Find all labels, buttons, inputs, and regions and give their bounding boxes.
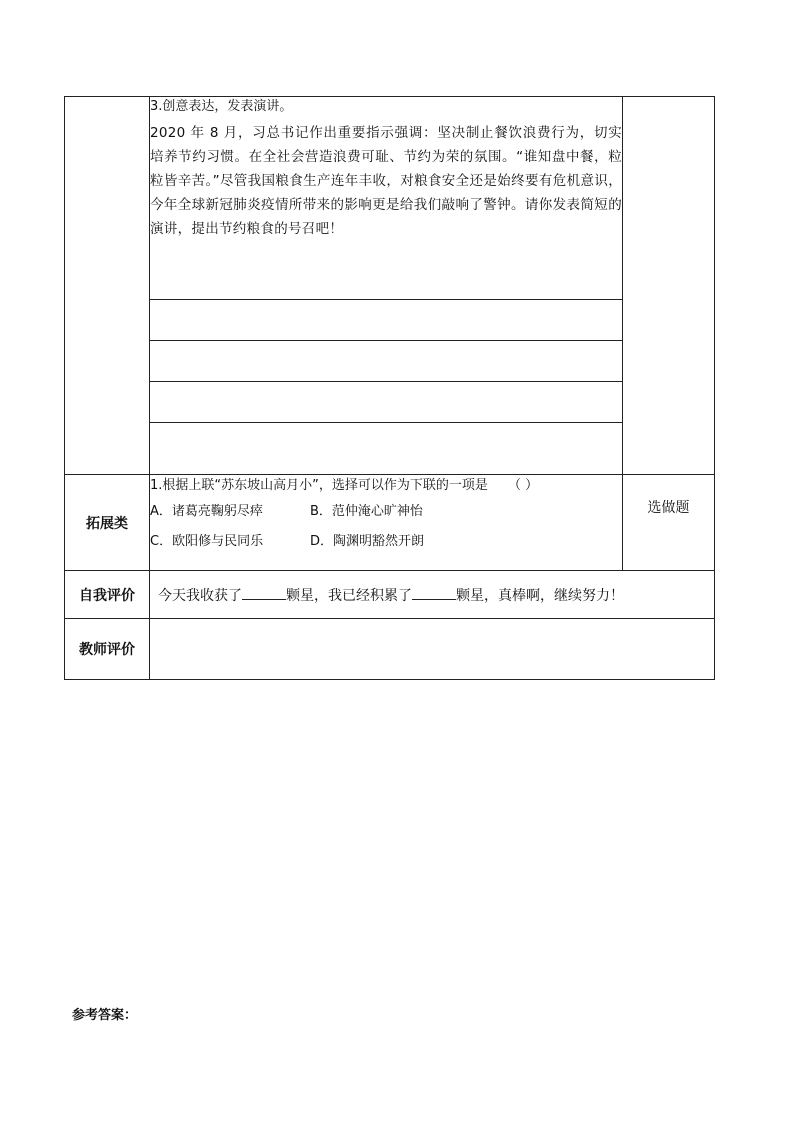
extension-content-cell (150, 475, 623, 571)
option-c[interactable]: C．欧阳修与民同乐 (150, 534, 264, 549)
extension-row (65, 475, 715, 571)
option-d[interactable]: D．陶渊明豁然开朗 (310, 534, 425, 549)
reference-answer-heading: 参考答案： (72, 1008, 138, 1023)
extension-question (150, 475, 622, 497)
teacher-eval-label: 教师评价 (65, 619, 150, 680)
self-eval-row (65, 571, 715, 619)
options-row-2 (150, 527, 622, 557)
extension-question-text: 1.根据上联“苏东坡山高月小”，选择可以作为下联的一项是 (150, 478, 488, 493)
teacher-eval-row (65, 619, 715, 680)
extension-label: 拓展类 (65, 475, 150, 571)
task3-row (65, 97, 715, 475)
task3-paragraph: 2020 年 8 月，习总书记作出重要指示强调：坚决制止餐饮浪费行为，切实培养节约习惯。在全社会营造浪费可耻、节约为荣的氛围。“谁知盘中餐，粒粒皆辛苦。”尽管我国粮食生产连年丰收，对粮食安全还是始终要有危机意识，今年全球新冠肺炎疫情所带来的影响更是给我们敲响了警钟。请你发表简短的演讲，提出节约粮食的号召吧！ (150, 125, 622, 237)
self-eval-content (150, 571, 715, 619)
worksheet-table (64, 96, 715, 680)
self-eval-text-1: 今天我收获了 (158, 587, 242, 604)
answer-line-4[interactable] (150, 382, 622, 423)
self-eval-label: 自我评价 (65, 571, 150, 619)
task3-content-cell (150, 97, 623, 475)
optional-note: 选做题 (623, 475, 715, 571)
option-b[interactable]: B．范仲淹心旷神怡 (310, 504, 423, 519)
option-a[interactable]: A．诸葛亮鞠躬尽瘁 (150, 504, 263, 519)
teacher-eval-content[interactable] (150, 619, 715, 680)
answer-line-2[interactable] (150, 300, 622, 341)
stars-total-blank[interactable] (412, 585, 456, 600)
task3-title: 3.创意表达，发表演讲。 (150, 99, 293, 114)
answer-lines (150, 259, 622, 423)
task3-note-cell (623, 97, 715, 475)
answer-line-3[interactable] (150, 341, 622, 382)
self-eval-text-2: 颗星，我已经积累了 (286, 587, 412, 604)
stars-today-blank[interactable] (242, 585, 286, 600)
self-eval-text-3: 颗星，真棒啊，继续努力！ (456, 587, 624, 604)
options-row-1 (150, 497, 622, 527)
task3-label-cell (65, 97, 150, 475)
answer-bracket[interactable]: （ ） (508, 478, 539, 493)
answer-line-1[interactable] (150, 259, 622, 300)
